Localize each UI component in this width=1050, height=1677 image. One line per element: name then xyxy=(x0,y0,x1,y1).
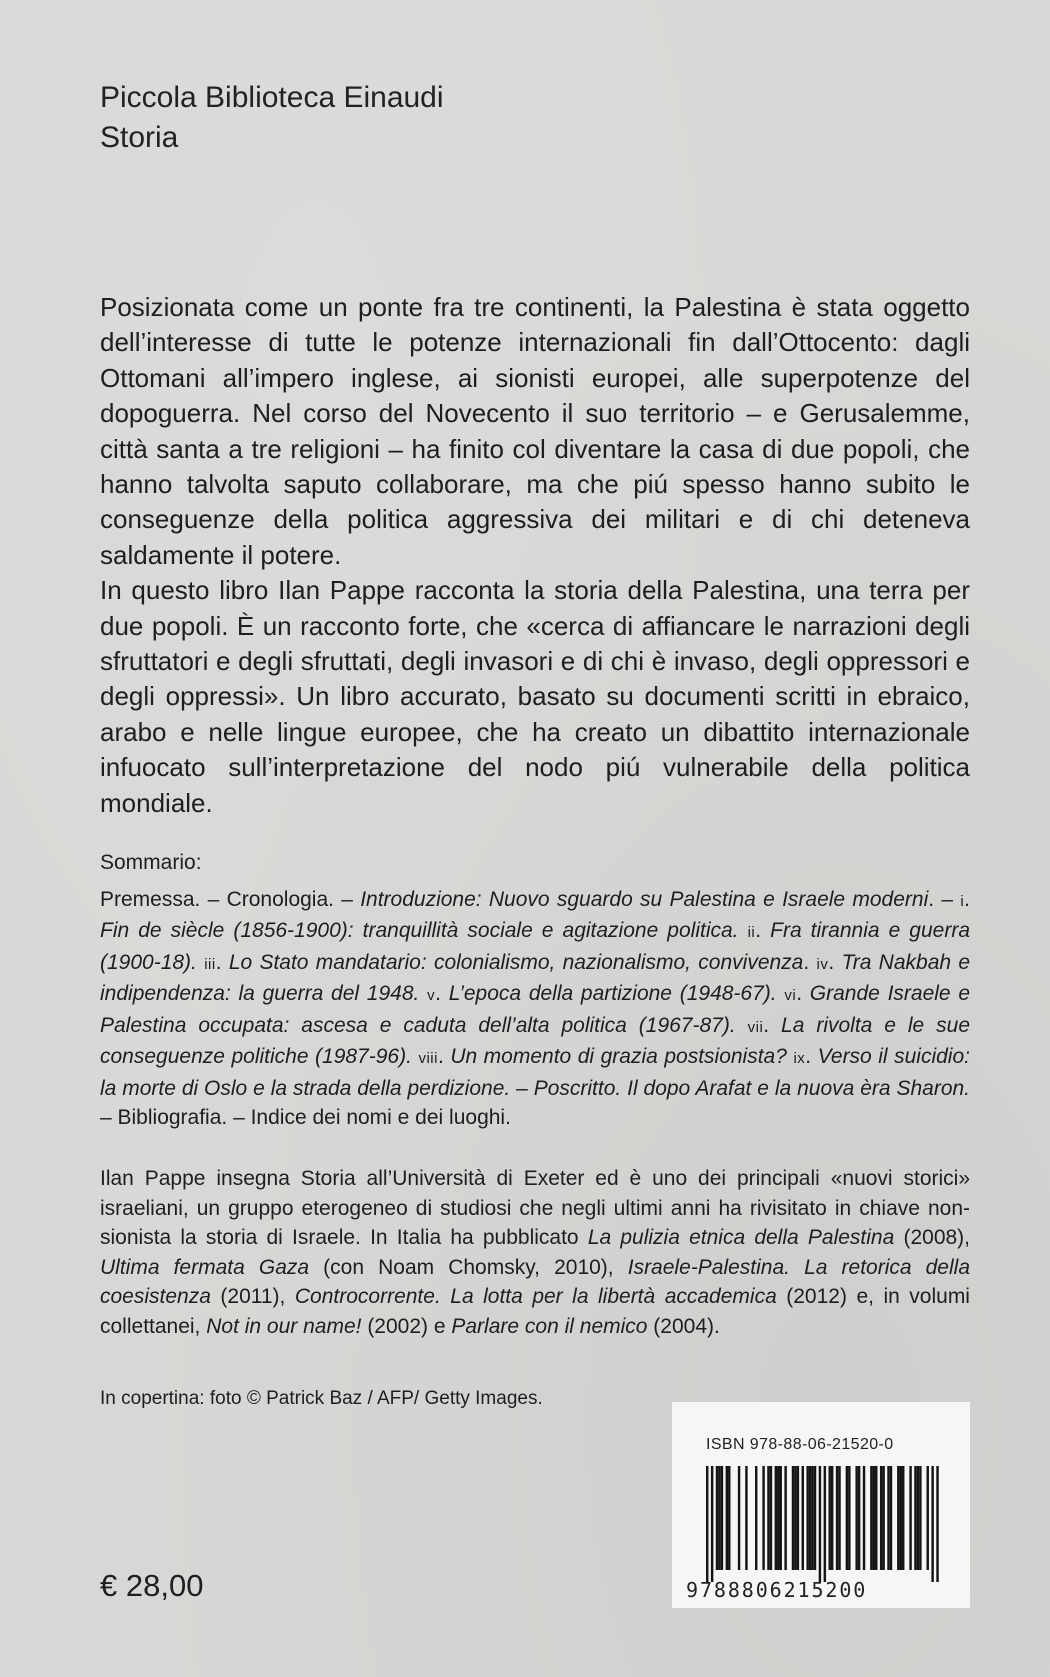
bio-book-title: La pulizia etnica della Palestina xyxy=(587,1226,895,1249)
series-heading xyxy=(100,78,444,158)
barcode-bar xyxy=(824,1466,826,1582)
summary-text xyxy=(100,885,970,1133)
toc-chapter-number: vi xyxy=(784,987,797,1004)
author-bio xyxy=(100,1164,970,1341)
barcode-bar xyxy=(762,1466,764,1570)
barcode-bar xyxy=(858,1466,860,1570)
barcode-bar xyxy=(738,1466,740,1570)
barcode-panel xyxy=(672,1402,970,1608)
toc-separator: . xyxy=(803,950,817,974)
toc-chapter-title: La rivolta e le sue conseguenze politiche (1987-96). xyxy=(100,1013,970,1068)
bio-text: (2012) e, in volumi collettanei, xyxy=(100,1285,970,1338)
barcode-bar xyxy=(784,1466,786,1570)
barcode-bar xyxy=(711,1466,713,1582)
description-paragraph-2: In questo libro Ilan Pappe racconta la storia della Palestina, una terra per due popoli. È un racconto forte, che «cerca di affiancare le narrazioni degli sfruttatori e degli sfruttati, degli invasori e di chi è invaso, degli oppressori e degli oppressi». Un libro accurato, basato su documenti scritti in ebraico, arabo e nelle lingue europee, che ha creato un dibattito internazionale infuocato sull’interpretazione del nodo piú vulnerabile della politica mondiale. xyxy=(100,575,970,818)
toc-chapter-title: Lo Stato mandatario: colonialismo, nazionalismo, convivenza xyxy=(228,950,804,974)
barcode-bar xyxy=(811,1466,813,1570)
barcode-bar xyxy=(706,1466,708,1582)
toc-separator: . xyxy=(437,1045,451,1068)
barcode-bar xyxy=(716,1466,718,1570)
barcode-bar xyxy=(880,1466,882,1570)
barcode-bar xyxy=(775,1466,777,1570)
toc-chapter-title: L’epoca della partizione (1948-67). xyxy=(448,982,777,1005)
barcode-bar xyxy=(882,1466,884,1570)
toc-chapter-title: Grande Israele e Palestina occupata: ascesa e caduta dell’alta politica (1967-87). xyxy=(100,982,971,1037)
toc-chapter-number: ii xyxy=(747,924,756,941)
barcode-bar xyxy=(873,1466,875,1570)
barcode-bar xyxy=(919,1466,921,1570)
barcode-bar xyxy=(777,1466,779,1570)
toc-chapter-number: vii xyxy=(747,1018,764,1036)
price: € 28,00 xyxy=(100,1568,204,1603)
toc-chapter-number: iv xyxy=(816,955,829,973)
toc-separator: . xyxy=(828,950,842,974)
barcode-bar xyxy=(819,1466,821,1582)
toc-introduction: Introduzione: Nuovo sguardo su Palestina e Israele moderni xyxy=(360,887,929,911)
book-description xyxy=(100,290,970,821)
table-of-contents xyxy=(100,848,970,1133)
bio-text: (con Noam Chomsky, 2010), xyxy=(309,1255,628,1279)
barcode-bar xyxy=(806,1466,808,1570)
barcode-bar xyxy=(917,1466,919,1570)
toc-chapter-title: Un momento di grazia postsionista? xyxy=(450,1045,787,1068)
barcode-bar xyxy=(890,1466,892,1570)
barcode-bar xyxy=(897,1466,899,1570)
barcode-bar xyxy=(936,1466,938,1582)
cover-credit: In copertina: foto © Patrick Baz / AFP/ Getty Images. xyxy=(100,1388,543,1409)
bio-text: (2004). xyxy=(647,1314,720,1338)
barcode-bar xyxy=(767,1466,769,1570)
barcode-bar xyxy=(900,1466,902,1570)
toc-chapter-title: Tra Nakbah e indipendenza: la guerra del 1948. xyxy=(100,950,971,1005)
bio-text: Ilan Pappe insegna Storia all’Università di Exeter ed è uno dei principali «nuovi storici» israeliani, un gruppo eterogeneo di studiosi che negli ultimi anni ha rivisitato in chiave non-sionista la storia di Israele. In Italia ha pubblicato xyxy=(100,1167,970,1249)
bio-book-title: Controcorrente. La lotta per la libertà accademica xyxy=(294,1285,777,1308)
barcode-bar xyxy=(909,1466,911,1570)
toc-separator: . xyxy=(964,887,970,911)
barcode-bar xyxy=(755,1466,757,1570)
toc-back-matter: – Bibliografia. – Indice dei nomi e dei luoghi. xyxy=(100,1106,511,1129)
bio-text: (2011), xyxy=(210,1285,295,1308)
toc-chapter-number: iii xyxy=(204,955,216,973)
toc-front-matter: Premessa. – Cronologia. – xyxy=(100,887,361,911)
bio-text: (2002) e xyxy=(361,1314,452,1338)
barcode-bar xyxy=(794,1466,796,1570)
barcode-bar xyxy=(809,1466,811,1570)
toc-separator: . xyxy=(805,1045,818,1068)
barcode-bar xyxy=(838,1466,840,1570)
description-paragraph-1: Posizionata come un ponte fra tre continenti, la Palestina è stata oggetto dell’interesse di tutte le potenze internazionali fin dall’Ottocento: dagli Ottomani all’impero inglese, ai sionisti europei, alle superpotenze del dopoguerra. Nel corso del Novecento il suo territorio – e Gerusalemme, città santa a tre religioni – ha finito col diventare la casa di due popoli, che hanno talvolta saputo collaborare, ma che piú spesso hanno subito le conseguenze della politica aggressiva dei militari e di chi deteneva saldamente il potere. xyxy=(100,292,970,570)
toc-separator: – xyxy=(510,1076,534,1100)
barcode-bar xyxy=(802,1466,804,1570)
toc-chapter-title: Fin de siècle (1856-1900): tranquillità sociale e agitazione politica. xyxy=(100,919,739,942)
toc-separator: . xyxy=(763,1013,782,1037)
toc-chapter-number: viii xyxy=(418,1050,438,1067)
barcode-bar xyxy=(792,1466,794,1570)
barcode-bar xyxy=(797,1466,799,1570)
isbn-label: ISBN 978-88-06-21520-0 xyxy=(706,1436,894,1453)
bio-book-title: Not in our name! xyxy=(206,1314,362,1338)
toc-chapter-title: Verso il suicidio: la morte di Oslo e la strada della perdizione. xyxy=(100,1045,970,1100)
barcode-bar xyxy=(863,1466,865,1570)
summary-label: Sommario: xyxy=(100,851,202,874)
barcode-bar xyxy=(770,1466,772,1570)
barcode-bar xyxy=(931,1466,933,1582)
series-name: Piccola Biblioteca Einaudi xyxy=(100,81,444,114)
toc-chapter-number: v xyxy=(427,987,436,1004)
barcode-bar xyxy=(848,1466,850,1570)
barcode-digits: 9788806215200 xyxy=(686,1578,868,1602)
barcode-bar xyxy=(780,1466,782,1570)
barcode-bar xyxy=(745,1466,747,1570)
toc-postscript: Poscritto. Il dopo Arafat e la nuova èra Sharon. xyxy=(533,1076,971,1100)
bio-book-title: Ultima fermata Gaza xyxy=(100,1255,310,1279)
barcode-bar xyxy=(726,1466,728,1570)
toc-separator: . xyxy=(435,982,449,1005)
barcode-bar xyxy=(870,1466,872,1570)
barcode-bar xyxy=(914,1466,916,1570)
barcode-bar xyxy=(927,1466,929,1570)
toc-chapter-title: Fra tirannia e guerra (1900-18). xyxy=(100,919,971,974)
toc-chapter-number: i xyxy=(960,892,965,910)
barcode-bar xyxy=(887,1466,889,1570)
barcode-bar xyxy=(855,1466,857,1570)
barcode-bar xyxy=(846,1466,848,1570)
author-bio-text xyxy=(100,1164,970,1341)
barcode-bar xyxy=(902,1466,904,1570)
toc-chapter-number: ix xyxy=(793,1050,806,1067)
barcode-bar xyxy=(721,1466,723,1570)
barcode-bar xyxy=(728,1466,730,1570)
barcode-bar xyxy=(718,1466,720,1570)
toc-separator: . – xyxy=(928,887,961,911)
bio-text: (2008), xyxy=(894,1226,971,1249)
series-category: Storia xyxy=(100,121,179,154)
barcode-bar xyxy=(875,1466,877,1570)
bio-book-title: Israele-Palestina. La retorica della coesistenza xyxy=(100,1255,970,1308)
toc-separator: . xyxy=(755,919,771,942)
barcode-bar xyxy=(814,1466,816,1570)
barcode-bar xyxy=(831,1466,833,1570)
toc-separator: . xyxy=(215,950,229,974)
barcode-bar xyxy=(836,1466,838,1570)
toc-separator: . xyxy=(796,982,810,1005)
barcode-bar xyxy=(829,1466,831,1570)
bio-book-title: Parlare con il nemico xyxy=(451,1314,648,1338)
